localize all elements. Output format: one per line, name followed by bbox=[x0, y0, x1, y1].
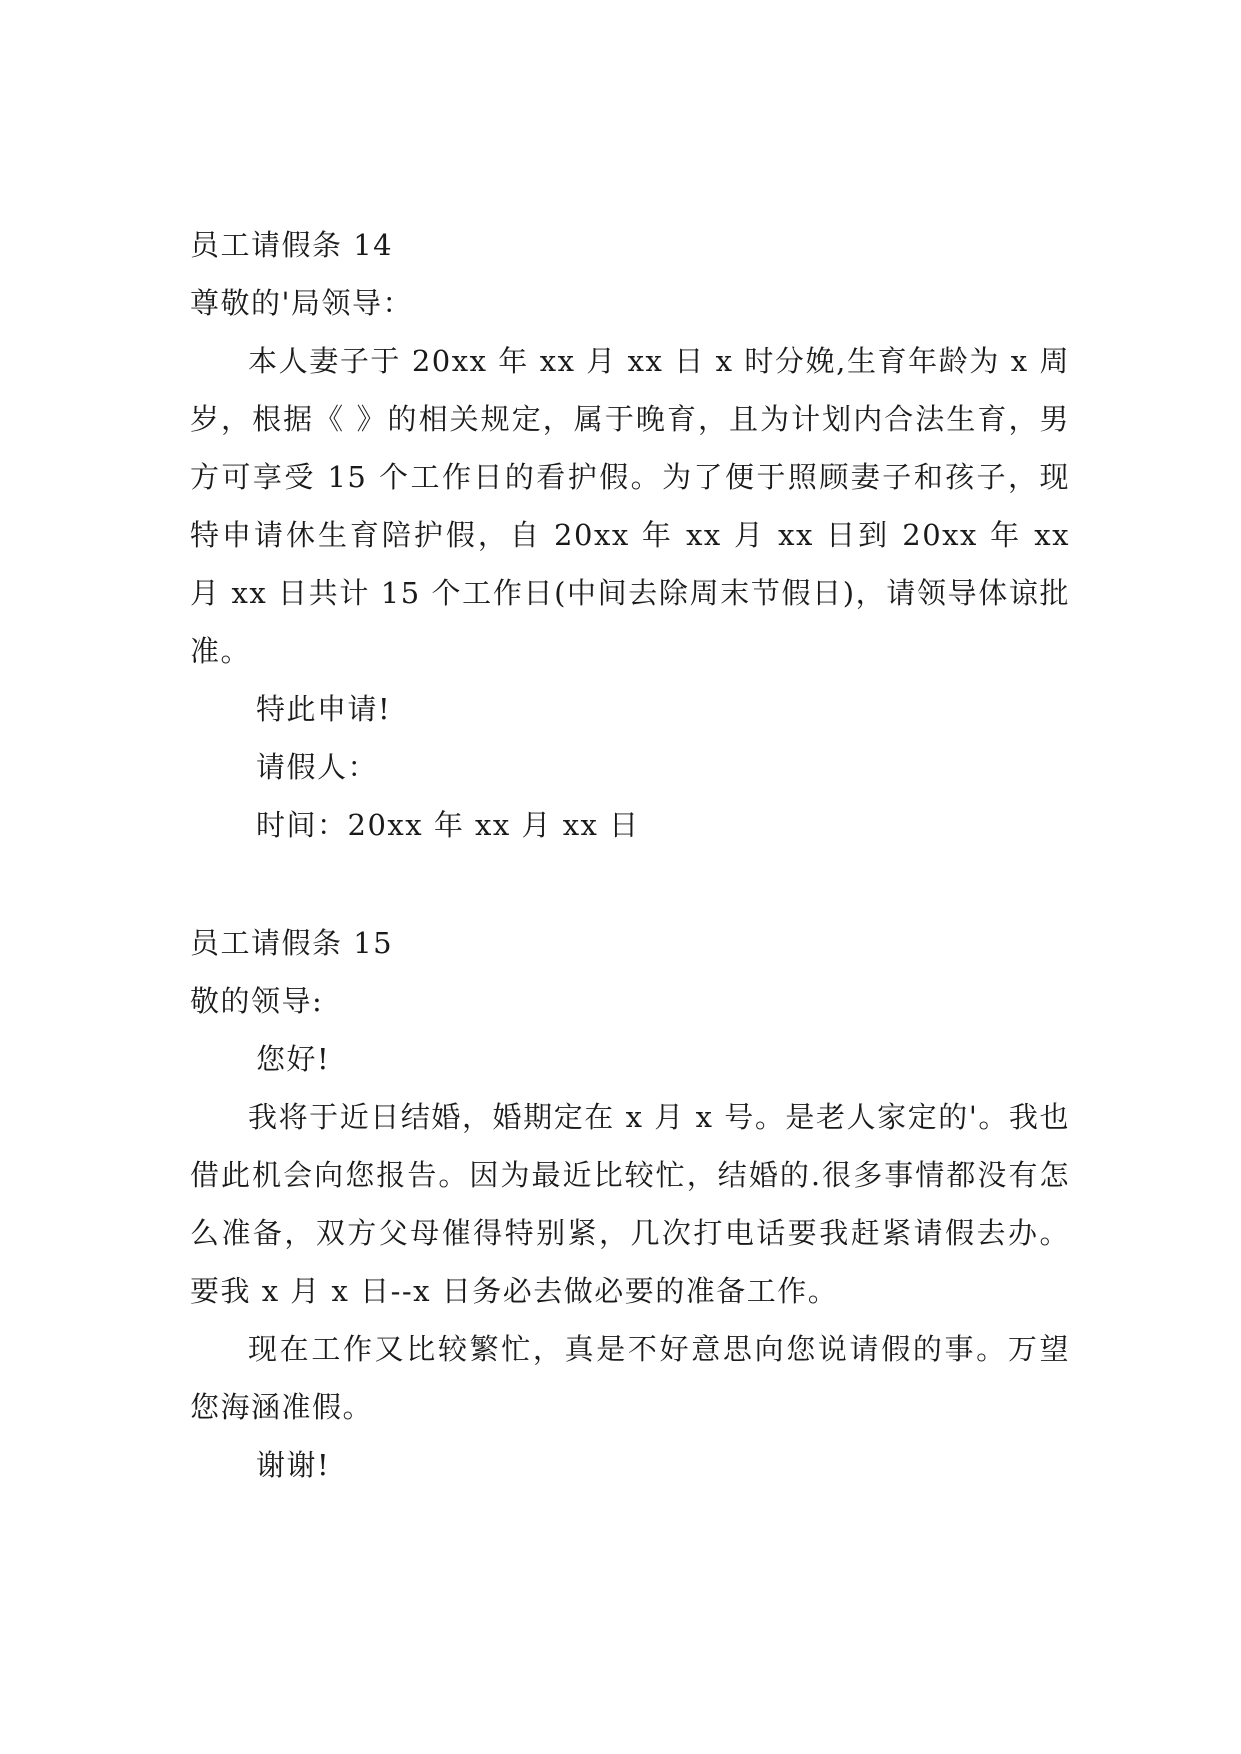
salutation: 尊敬的'局领导： bbox=[190, 286, 413, 320]
body-paragraph: 我将于近日结婚，婚期定在 x 月 x 号。是老人家定的'。我也借此机会向您报告。因为最近比较忙，结婚的.很多事情都没有怎么准备，双方父母催得特别紧，几次打电话要我赶紧请假去办。要我 x 月 x 日--x 日务必去做必要的准备工作。 bbox=[190, 1100, 1070, 1308]
body-paragraph: 本人妻子于 20xx 年 xx 月 xx 日 x 时分娩,生育年龄为 x 周岁，根据《 》的相关规定，属于晚育，且为计划内合法生育，男方可享受 15 个工作日的看护假。为了便于照顾妻子和孩子，现特申请休生育陪护假，自 20xx 年 xx 月 xx 日到 20xx 年 xx 月 xx 日共计 15 个工作日(中间去除周末节假日)，请领导体谅批准。 bbox=[190, 344, 1070, 668]
greeting: 您好! bbox=[256, 1042, 331, 1076]
applicant-line: 请假人： bbox=[256, 750, 379, 784]
section-title: 员工请假条 14 bbox=[190, 228, 394, 262]
leave-note-14 bbox=[190, 216, 1070, 854]
leave-note-15 bbox=[190, 914, 1070, 1494]
closing: 谢谢! bbox=[256, 1448, 331, 1482]
date-line: 时间：20xx 年 xx 月 xx 日 bbox=[256, 808, 640, 842]
closing: 特此申请! bbox=[256, 692, 392, 726]
section-title: 员工请假条 15 bbox=[190, 926, 394, 960]
body-paragraph: 现在工作又比较繁忙，真是不好意思向您说请假的事。万望您海涵准假。 bbox=[190, 1332, 1070, 1424]
salutation: 敬的领导: bbox=[190, 984, 324, 1018]
